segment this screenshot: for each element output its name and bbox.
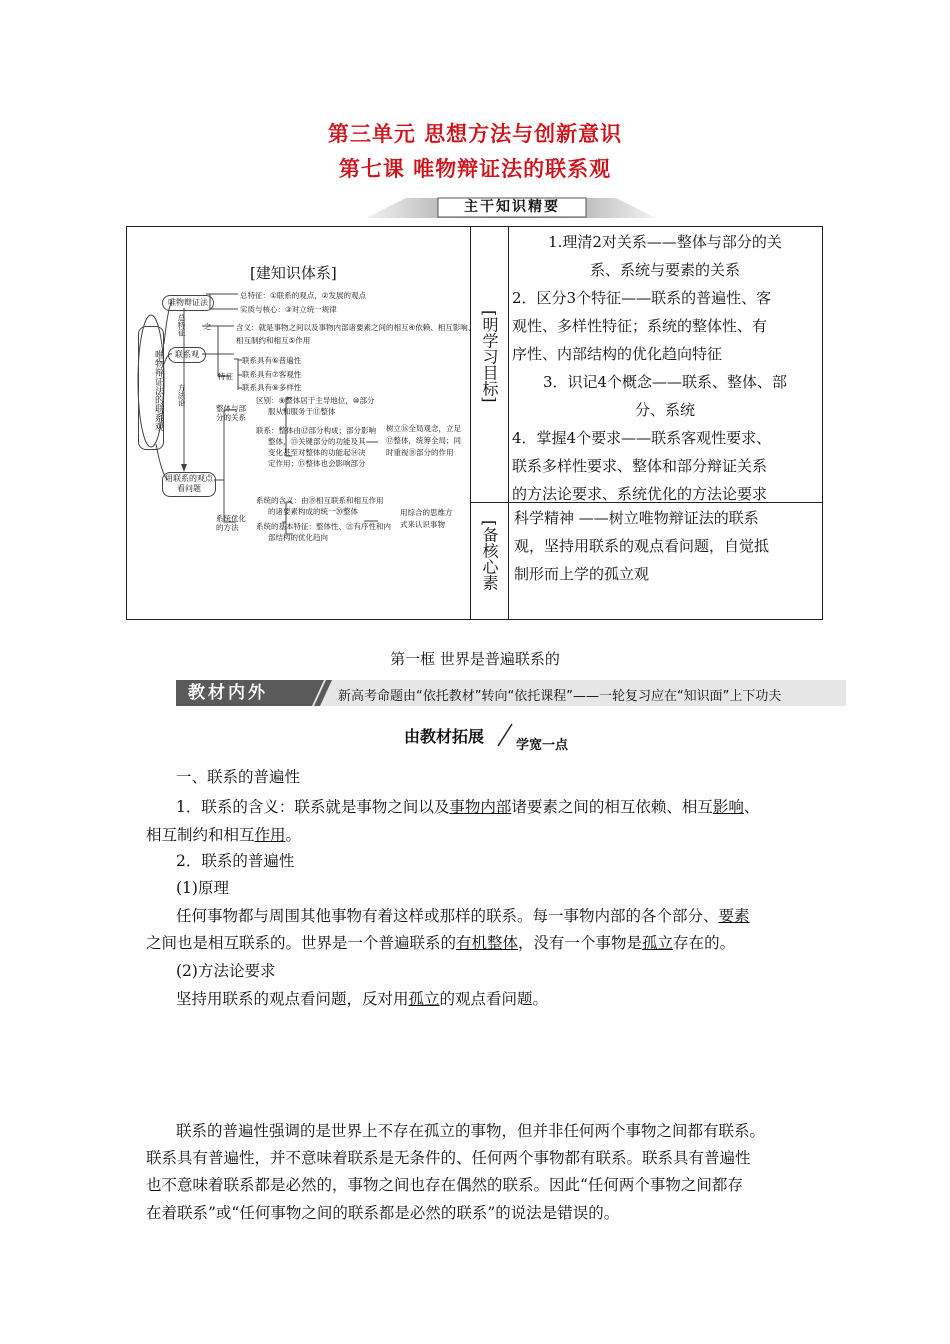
text: 之间也是相互联系的。世界是一个普遍联系的 — [146, 934, 457, 952]
section-title: 第一框 世界是普遍联系的 — [390, 650, 560, 668]
unit-title: 第三单元 思想方法与创新意识 — [327, 122, 623, 146]
paragraph-line: 联系具有普遍性，并不意味着联系是无条件的、任何两个事物都有联系。联系具有普遍性 — [146, 1149, 751, 1167]
mindmap-text: 实质与核心：③对立统一规律 — [240, 305, 337, 314]
mindmap-text: 系统优化的方法 — [216, 514, 246, 532]
underlined-term: 影响 — [712, 798, 744, 816]
goals-label: [明学习目标] — [480, 310, 499, 403]
mindmap-text: 联系具有⑧多样性 — [242, 383, 302, 392]
underlined-term: 要素 — [718, 907, 750, 925]
sub-banner-2: 学宽一点 — [516, 738, 569, 753]
text: 、 — [743, 798, 760, 816]
paragraph-line: 也不意味着联系都是必然的，事物之间也存在偶然的联系。因此“任何两个事物之间都存 — [146, 1176, 743, 1194]
mindmap-text: 系统的基本特征：整体性、㉑有序性和内 — [256, 522, 391, 531]
mindmap-root: 唯物辩证法的联系观 — [138, 326, 164, 450]
paragraph — [176, 984, 858, 1014]
goal-line: 4．掌握4个要求——联系客观性要求、 — [512, 429, 772, 447]
underlined-term: 孤立 — [642, 934, 674, 952]
mindmap-text: 联系具有⑦客观性 — [242, 370, 302, 379]
mindmap-text: 含义：就是事物之间以及事物内部诸要素之间的相互④依赖、相互影响、 — [236, 323, 476, 332]
goal-line: 1.理清2对关系——整体与部分的关 — [548, 233, 782, 251]
goal-line: 观性、多样性特征；系统的整体性、有 — [512, 317, 768, 335]
goal-line: 的方法论要求、系统优化的方法论要求 — [512, 485, 768, 503]
goal-line: 分、系统 — [634, 401, 695, 419]
heading: (2)方法论要求 — [176, 962, 276, 980]
underlined-term: 孤立 — [408, 990, 440, 1008]
mindmap-text: 系统的含义：由⑲相互联系和相互作用 — [256, 496, 384, 505]
core-line: 观，坚持用联系的观点看问题，自觉抵 — [514, 537, 770, 555]
paragraph — [176, 792, 836, 822]
learning-goals — [512, 228, 818, 508]
core-line: 制形而上学的孤立观 — [514, 565, 650, 583]
mindmap-node: 用联系的观点看问题 — [162, 472, 216, 497]
paragraph — [146, 928, 828, 958]
mindmap-label: 之 — [204, 322, 212, 331]
text: 存在的。 — [673, 934, 736, 952]
heading: 一、联系的普遍性 — [176, 768, 301, 786]
mindmap-text: 的诸要素构成的统一⑳整体 — [268, 507, 358, 516]
goal-line: 系、系统与要素的关系 — [589, 261, 740, 279]
text: 的观点看问题。 — [439, 990, 549, 1008]
core-label: [备核心素 — [480, 520, 499, 591]
text: 相互制约和相互 — [146, 826, 255, 844]
heading: 2．联系的普遍性 — [176, 852, 295, 870]
mindmap-text: 时重视⑱部分的作用 — [386, 448, 454, 457]
table-divider — [508, 226, 509, 620]
paragraph-line: 联系的普遍性强调的是世界上不存在孤立的事物，但并非任何两个事物之间都有联系。 — [176, 1122, 766, 1140]
text: 坚持用联系的观点看问题，反对用 — [176, 990, 409, 1008]
mindmap-text: 服从和服务于⑪整体 — [268, 407, 336, 416]
mindmap-text: 变化甚至对整体的功能起⑭决 — [268, 448, 366, 457]
goal-line: 联系多样性要求、整体和部分辩证关系 — [512, 457, 768, 475]
text: ，没有一个事物是 — [518, 934, 643, 952]
mindmap-text: 定作用；⑮整体也会影响部分 — [268, 459, 366, 468]
text: 诸要素之间的相互依赖、相互 — [511, 798, 713, 816]
sub-banner: 由教材拓展 — [404, 727, 485, 746]
mindmap-text: 用综合的思维方 — [400, 508, 453, 517]
text: 1．联系的含义：联系就是事物之间以及 — [176, 798, 450, 816]
mindmap-text: 总特征：①联系的观点，②发展的观点 — [240, 291, 366, 300]
goal-line: 2．区分3个特征——联系的普遍性、客 — [512, 289, 772, 307]
paragraph-line: 在着联系”或“任何事物之间的联系都是必然的联系”的说法是错误的。 — [146, 1204, 620, 1222]
lesson-title: 第七课 唯物辩证法的联系观 — [338, 157, 612, 181]
mindmap-text: ⑰整体，统筹全局；同 — [386, 436, 461, 445]
goal-line: 3．识记4个概念——联系、整体、部 — [542, 373, 788, 391]
underlined-term: 作用 — [254, 826, 286, 844]
strip-text: 新高考命题由“依托教材”转向“依托课程”——一轮复习应在“知识面”上下功夫 — [338, 689, 782, 704]
mindmap-text: 整体，⑬关键部分的功能及其 — [268, 437, 366, 446]
mindmap-label: 总特征 — [177, 314, 186, 337]
text: 。 — [285, 826, 302, 844]
strip-tag: 教材内外 — [188, 683, 268, 703]
knowledge-system-title: [建知识体系] — [250, 264, 337, 282]
mindmap-text: 部结构的优化趋向 — [268, 533, 328, 542]
table-divider — [470, 226, 471, 620]
mindmap-text: 整体与部分的关系 — [216, 404, 246, 422]
core-literacy — [514, 504, 816, 588]
mindmap-text: 相互制约和相互⑤作用 — [236, 336, 311, 345]
slash-icon — [494, 722, 514, 748]
goal-line: 序性、内部结构的优化趋向特征 — [512, 345, 723, 363]
mindmap-node: 唯物辩证法 — [162, 295, 214, 311]
mindmap-text: 区别：⑨整体居于主导地位，⑩部分 — [256, 396, 375, 405]
mindmap-label: 方法论 — [177, 384, 186, 407]
core-line: 科学精神 ——树立唯物辩证法的联系 — [514, 509, 759, 527]
mindmap-text: 联系具有⑥普遍性 — [242, 356, 302, 365]
mindmap-text: 特征 — [218, 372, 233, 381]
mindmap-text: 式来认识事物 — [400, 520, 445, 529]
mindmap-node: 联系观 — [168, 347, 206, 363]
banner-label: 主干知识精要 — [464, 199, 560, 215]
heading: (1)原理 — [176, 879, 229, 897]
text: 任何事物都与周围其他事物有着这样或那样的联系。每一事物内部的各个部分、 — [176, 907, 719, 925]
mindmap-text: 树立⑯全局观念，立足 — [386, 424, 461, 433]
paragraph — [176, 901, 836, 931]
underlined-term: 事物内部 — [449, 798, 512, 816]
mindmap-text: 联系：整体由⑫部分构成；部分影响 — [256, 426, 376, 435]
underlined-term: 有机整体 — [456, 934, 519, 952]
